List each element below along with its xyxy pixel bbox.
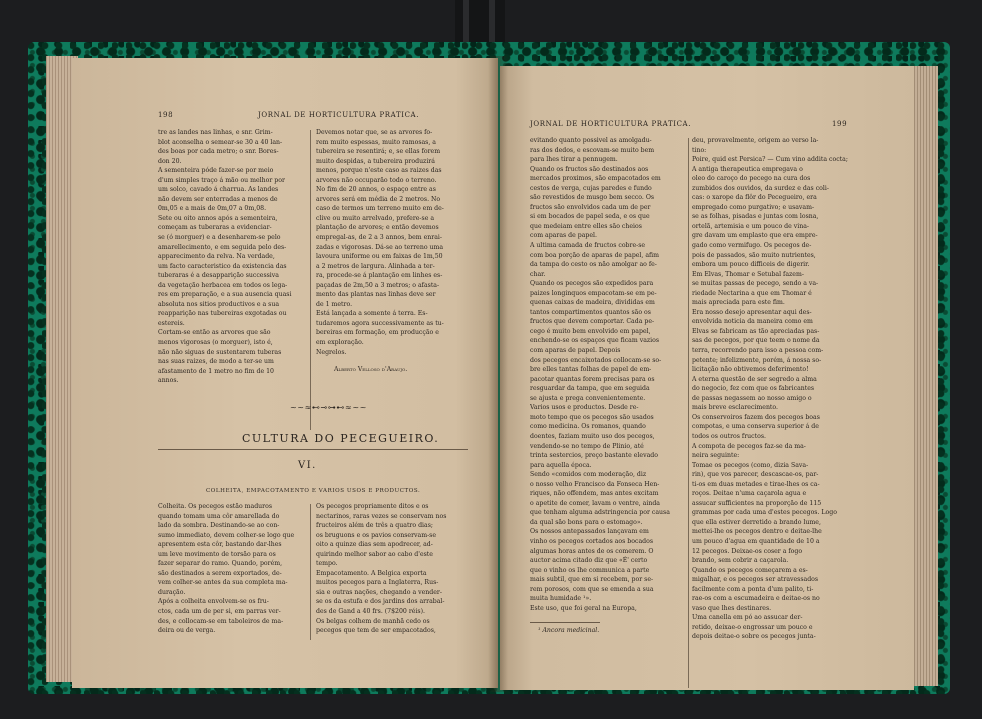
text-line: como medicina. Os romanos, quando — [530, 423, 646, 431]
text-line: nectarinos, raras vezes se conservam nos — [316, 512, 447, 520]
text-line: vem colher-se antes da sua completa ma- — [158, 579, 288, 587]
text-line: tre as landes nas linhas, e snr. Grim- — [158, 129, 273, 136]
text-line: d'um simples traço á mão ou melhor por — [158, 176, 285, 184]
text-line: grammas por cada uma d'estes pecegos. Logo — [692, 509, 837, 517]
text-line: Após a colheita envolvem-se os fru- — [158, 598, 269, 606]
text-line: dos pecegos encaixotados collocam-se so- — [530, 356, 662, 364]
text-line: Era nosso desejo apresentar aqui des- — [692, 308, 812, 316]
footnote-rule — [530, 622, 600, 623]
text-line: don 20. — [158, 157, 182, 165]
text-line: fructeiros além de três a quatro dias; — [316, 522, 433, 530]
text-line: bereiras em formação, em producção e — [316, 329, 439, 337]
text-line: se as folhas, pisadas e juntas com losna, — [692, 213, 819, 221]
text-line: auctor acima citado diz que «É' certo — [530, 557, 648, 565]
text-line: retido, deixae-o engrossar um pouco e — [692, 623, 813, 631]
text-line: riques, não offendem, mas antes excitam — [530, 490, 659, 498]
text-line: de 1 metro. — [316, 300, 353, 308]
text-line: mais apreciada para este fim. — [692, 299, 785, 307]
text-line: neira seguinte: — [692, 452, 740, 460]
text-line: A ultima camada de fructos cobre-se — [530, 242, 646, 250]
text-line: Em Elvas, Thomar e Setubal fazem- — [692, 270, 804, 278]
footnote: ¹ Ancora medicinal. — [538, 627, 600, 634]
text-line: zumbidos dos ouvidos, da surdez e das coli- — [692, 184, 829, 192]
text-line: fazer separar do ramo. Quando, porém, — [158, 560, 283, 568]
text-line: enchendo-se os espaços que ficam vazios — [530, 337, 660, 345]
text-line: mento das plantas nas linhas deve ser — [316, 291, 436, 299]
text-line: licitação não obtivemos deferimento! — [692, 366, 809, 374]
text-line: 12 pecegos. Deixae-os coser a fogo — [692, 547, 803, 555]
text-line: arvores não occuparão todo o terreno. — [316, 176, 437, 184]
text-line: Os pecegos propriamente ditos e os — [316, 503, 429, 510]
text-line: Está lançada a somente á terra. Es- — [316, 310, 428, 318]
text-line: são destinados a serem exportados, de- — [158, 569, 282, 577]
text-line: Empacotamento. A Belgica exporta — [316, 569, 427, 577]
text-line: Colheita. Os pecegos estão maduros — [158, 503, 273, 510]
text-line: fructos que devem comportar. Cada pe- — [530, 318, 655, 326]
text-line: A antiga therapeutica empregava o — [692, 165, 803, 173]
text-line: clive ou muito arrelvado, prefere-se a — [316, 214, 435, 222]
text-line: pecegos que tem de ser empacotados, — [316, 627, 436, 635]
text-line: Sendo «comidos com moderação, diz — [530, 471, 647, 479]
text-line: res em preparação, e a sua ausencia quasi — [158, 291, 292, 299]
text-line: Os conservoiros fazem dos pecegos boas — [692, 413, 820, 421]
text-line: Este uso, que foi geral na Europa, — [530, 604, 637, 612]
text-line: depois deitae-o sobre os pecegos junta- — [692, 633, 816, 641]
text-line: Sete ou oito annos após a sementeira, — [158, 214, 278, 222]
text-line: char. — [530, 270, 546, 278]
text-line: plantação de arvores; e então devemos — [316, 224, 439, 232]
text-line: são revestidos de musgo bem secco. Os — [530, 194, 655, 202]
text-line: que o vinho os lhe communica a parte — [530, 566, 650, 574]
text-line: se ajusta e prega convenientemente. — [530, 394, 646, 402]
text-line: Elvas se fabricam as tão apreciadas pas- — [692, 327, 820, 335]
text-line: com boa porção de aparas de papel, afim — [530, 251, 660, 259]
text-line: muita humidade ¹». — [530, 595, 592, 603]
text-line: um solco, cavado á charrua. As landes — [158, 186, 279, 194]
text-line: arvores será em média de 2 metros. No — [316, 195, 441, 203]
text-line: quando tomam uma côr amarellada do — [158, 512, 280, 520]
column-divider-bottom — [310, 504, 311, 640]
text-line: des, e collocam-se em taboleiros de ma- — [158, 617, 284, 625]
text-line: tempo. — [316, 560, 338, 568]
text-line: menos vigorosas (o morguer), isto é, — [158, 339, 273, 347]
text-line: reapparição nas tubereiras exgotadas ou — [158, 310, 287, 318]
text-line: ti-os em duas metades e tirae-lhes os ca- — [692, 480, 820, 488]
right-page — [500, 66, 914, 690]
text-line: um facto caracteristico da existencia das — [158, 262, 287, 270]
text-line: os bruguons e os pavios conservam-se — [316, 531, 437, 539]
text-line: vendendo-se no tempo de Plinio, até — [530, 442, 644, 450]
text-line: sia e outras nações, chegando a vender- — [316, 588, 442, 596]
text-line: menos, porque n'este caso as raizes das — [316, 167, 442, 175]
text-line: absoluta nos sitios productivos e a sua — [158, 300, 280, 308]
text-line: quirindo melhor sabor ao cabo d'este — [316, 550, 433, 558]
text-line: terra, recorrendo para isso a pessoa com- — [692, 347, 824, 355]
text-line: resguardar da tampa, que em seguida — [530, 385, 650, 393]
text-line: vaso que lhes destinares. — [692, 604, 772, 612]
text-line: um leve movimento de torsão para os — [158, 550, 276, 558]
text-line: Quando os pecegos começarem a es- — [692, 566, 808, 574]
text-line: rem porosos, com que se emenda a sua — [530, 585, 654, 593]
text-line: oleo do caroço do pecego na cura dos — [692, 175, 811, 183]
chapter-subtitle: COLHEITA, EMPACOTAMENTO E VARIOS USOS E PRODUCTOS. — [206, 488, 421, 494]
text-line: oito a quinze dias sem apodrecer, ad- — [316, 541, 433, 549]
text-line: para aquella época. — [530, 461, 592, 469]
text-line: tuberaras é a desapparição successiva — [158, 272, 279, 280]
text-line: zadas e vigorosas. Dá-se ao terreno uma — [316, 243, 444, 251]
text-line: com aparas de papel. Depois — [530, 347, 621, 355]
text-line: Negrelos. — [316, 348, 347, 356]
text-line: si em bocados de papel seda, e os que — [530, 213, 650, 221]
text-line: compotas, e uma conserva superior á de — [692, 423, 819, 431]
text-line: lavoura uniforme ou em faixas de 1m,50 — [316, 253, 443, 261]
text-line: empregal-as, de 2 a 3 annos, bem enrai- — [316, 234, 442, 242]
text-line: trinta sestercios, preço bastante elevado — [530, 452, 658, 460]
text-line: se muitas passas de pecego, sendo a va- — [692, 280, 819, 288]
text-line: des boas por cada metro; o snr. Bores- — [158, 148, 279, 156]
text-line: apparecimento da relva. Na verdade, — [158, 253, 275, 261]
text-line: migalhar, e os pecegos ser atravessados — [692, 576, 819, 584]
text-line: envolvida noticia da maneira como em — [692, 318, 813, 326]
text-line: o apetite de comer, lavam o ventre, ainda — [530, 499, 660, 507]
text-line: Poire, quid est Persica? — Cum vino addita cocta; — [692, 156, 848, 164]
text-line: paçadas de 2m,50 a 3 metros; o afasta- — [316, 281, 440, 289]
text-line: Quando os fructos são destinados aos — [530, 165, 649, 173]
text-line: se (ó morguer) e a desenharem-se pelo — [158, 234, 281, 242]
text-line: para lhes tirar a pennugem. — [530, 156, 618, 164]
text-line: a 2 metros de largura. Alinhada a ter- — [316, 262, 435, 270]
text-line: cas: o xarope da flôr do Pecegueiro, era — [692, 194, 817, 202]
text-line: A eterna questão de ser segredo a alma — [692, 375, 817, 383]
text-line: que medeiam entre elles são cheios — [530, 222, 642, 230]
text-line: sumo immediato, devem colher-se logo que — [158, 531, 295, 539]
text-line: deira ou de verga. — [158, 627, 216, 635]
text-line: evitando quanto possivel as amolgadu- — [530, 137, 652, 144]
text-line: doentes, faziam muito uso dos pecegos, — [530, 432, 655, 440]
book-gutter — [488, 56, 508, 692]
text-line: rem muito espessas, muito ramosas, a — [316, 138, 436, 146]
text-line: roços. Deitae n'uma caçarola agua e — [692, 490, 807, 498]
text-line: mais subtil, que em si recebem, por se- — [530, 576, 654, 584]
text-line: que tenham alguma adstringencia por causa — [530, 509, 670, 517]
text-line: embora um pouco difficeis de digerir. — [692, 261, 810, 269]
chapter-number: VI. — [298, 460, 317, 471]
text-line: blot aconselha o semear-se 30 a 40 lan- — [158, 138, 283, 146]
text-line: assucar sufficientes na proporção de 115 — [692, 499, 822, 507]
text-line: não devem ser enterradas a menos de — [158, 195, 278, 203]
title-rule — [158, 449, 468, 450]
right-column-divider — [688, 138, 689, 688]
text-line: Os nossos antepassados lançavam em — [530, 528, 649, 536]
text-line: petente; infelizmente, porém, á nossa so- — [692, 356, 822, 364]
text-line: tubereira se resentirá; e, se ellas forem — [316, 148, 441, 156]
text-line: annos. — [158, 377, 179, 385]
text-line: estereis. — [158, 319, 185, 327]
text-line: lado da sombra. Destinando-se ao con- — [158, 522, 280, 530]
text-line: começam as tuberaras a evidenciar- — [158, 224, 272, 232]
text-line: ctos, cada um de per si, em parras ver- — [158, 608, 281, 616]
text-line: muitos pecegos para a Inglaterra, Rus- — [316, 579, 439, 587]
text-line: quenas caixas de madeira, divididas em — [530, 299, 655, 307]
text-line: de passas negassem ao nosso amigo o — [692, 394, 812, 402]
text-line: No fim de 20 annos, o espaço entre as — [316, 186, 436, 194]
text-line: muito despidas, a tubereira produzirá — [316, 157, 435, 165]
text-line: mettei-lhe os pecegos dentro e deitae-lhe — [692, 528, 822, 536]
text-line: gre davam um emplasto que era empre- — [692, 232, 818, 240]
text-line: um pouco d'agua em quantidade de 10 a — [692, 537, 820, 545]
text-line: da tampa do cesto os não amolgar ao fe- — [530, 261, 657, 269]
text-line: em exploração. — [316, 339, 364, 347]
right-column-1 — [530, 136, 686, 613]
text-line: amarellecimento, e em seguida pelo des- — [158, 243, 287, 251]
text-line: Varios usos e productos. Desde re- — [530, 404, 639, 412]
text-line: rin), que vos parecer, descascae-os, par- — [692, 471, 819, 479]
text-line: Devemos notar que, se as arvores fo- — [316, 129, 433, 136]
text-line: rae-os com a escumadeira e deitae-os no — [692, 595, 820, 603]
text-line: algumas horas antes de os comerem. O — [530, 547, 654, 555]
text-line: empregado como purgativo; e usavam- — [692, 203, 815, 211]
text-line: gado como vermifugo. Os pecegos de- — [692, 242, 812, 250]
text-line: A compota de pecegos faz-se da ma- — [692, 442, 806, 450]
text-line: do negocio, fez com que os fabricantes — [692, 385, 815, 393]
text-line: caso de termos um terreno muito em de- — [316, 205, 444, 213]
text-line: que ella estiver derretido a brando lume, — [692, 518, 821, 526]
left-column-2-top — [316, 128, 466, 357]
text-line: da qual são bons para o estomago». — [530, 518, 643, 526]
text-line: facilmente com a ponta d'um palito, ti- — [692, 585, 814, 593]
text-line: se os da estufa e dos jardins dos arrabal- — [316, 598, 445, 606]
text-line: o nosso velho Francisco da Fonseca Hen- — [530, 480, 660, 488]
text-line: da vegetação herbacea em todos os lega- — [158, 281, 288, 289]
text-line: pacotar quantas forem precisas para os — [530, 375, 655, 383]
left-page-number: 198 — [158, 111, 174, 119]
left-column-1-bottom — [158, 502, 308, 636]
right-column-2 — [692, 136, 848, 642]
text-line: tino: — [692, 146, 707, 154]
text-line: Os belgas colhem de manhã cedo os — [316, 617, 430, 625]
text-line: cestos de verga, cujas paredes e fundo — [530, 184, 652, 192]
text-line: todos os outros fructos. — [692, 432, 766, 440]
left-page — [72, 58, 498, 688]
text-line: brando, sem cobrir a caçarola. — [692, 557, 789, 565]
text-line: mercados proximos, são empacotados em — [530, 175, 661, 183]
text-line: pois de passados, são muito nutrientes, — [692, 251, 816, 259]
text-line: paizes longinquos empacotam-se em pe- — [530, 289, 657, 297]
text-line: Quando os pecegos são expedidos para — [530, 280, 654, 288]
text-line: mais breve esclarecimento. — [692, 404, 778, 412]
text-line: afastamento de 1 metro no fim de 10 — [158, 367, 274, 375]
text-line: ortelã, artemisia e um pouco de vina- — [692, 222, 809, 230]
left-running-head: JORNAL DE HORTICULTURA PRATICA. — [258, 111, 420, 119]
text-line: ra, procede-se á plantação em linhes es- — [316, 272, 443, 280]
right-running-head: JORNAL DE HORTICULTURA PRATICA. — [530, 120, 692, 128]
text-line: Uma canella em pó ao assucar der- — [692, 614, 803, 622]
text-line: deu, provavelmente, origem ao verso la- — [692, 137, 819, 144]
text-line: vinho os pecegos cortados aos bocados — [530, 537, 653, 545]
left-column-1-top — [158, 128, 308, 386]
text-line: Cortam-se então as arvores que são — [158, 329, 271, 337]
text-line: fructos são envolvidos cada um de per — [530, 203, 651, 211]
text-line: Tomae os pecegos (como, dizia Sava- — [692, 461, 809, 469]
text-line: duração. — [158, 588, 186, 596]
ornament-divider: ~~≈⊷⊸⊶⊷≈~~ — [290, 403, 367, 412]
text-line: ras dos dedos, e escovam-se muito bem — [530, 146, 655, 154]
text-line: não não siguas de sustentarem tuberas — [158, 348, 282, 356]
text-line: bre elles tantas folhas de papel de em- — [530, 366, 652, 374]
text-line: moto tempo que os pecegos são usados — [530, 413, 654, 421]
text-line: 0m,05 e a mais de 0m,07 a 0m,08. — [158, 205, 267, 213]
left-column-2-bottom — [316, 502, 466, 636]
right-page-number: 199 — [832, 120, 848, 128]
text-line: apresentem esta côr, bastando dar-lhes — [158, 541, 282, 549]
text-line: sas de pecegos, por que teem o nome da — [692, 337, 820, 345]
author-signature: Alberto Velloso d'Araujo. — [334, 366, 408, 373]
text-line: cego é muito bem envolvido em papel, — [530, 327, 651, 335]
text-line: com aparas de papel. — [530, 232, 597, 240]
text-line: des de Gand a 40 frs. (7$200 réis). — [316, 608, 425, 616]
column-divider — [310, 130, 311, 430]
text-line: nas suas raizes, de modo a ter-se um — [158, 358, 274, 366]
text-line: tantos compartimentos quantos são os — [530, 308, 651, 316]
section-title: CULTURA DO PECEGUEIRO. — [242, 432, 440, 445]
text-line: tudaremos agora successivamente as tu- — [316, 319, 444, 327]
text-line: riedade Nectarina a que em Thomar é — [692, 289, 812, 297]
text-line: A sementeira póde fazer-se por meio — [158, 167, 274, 175]
